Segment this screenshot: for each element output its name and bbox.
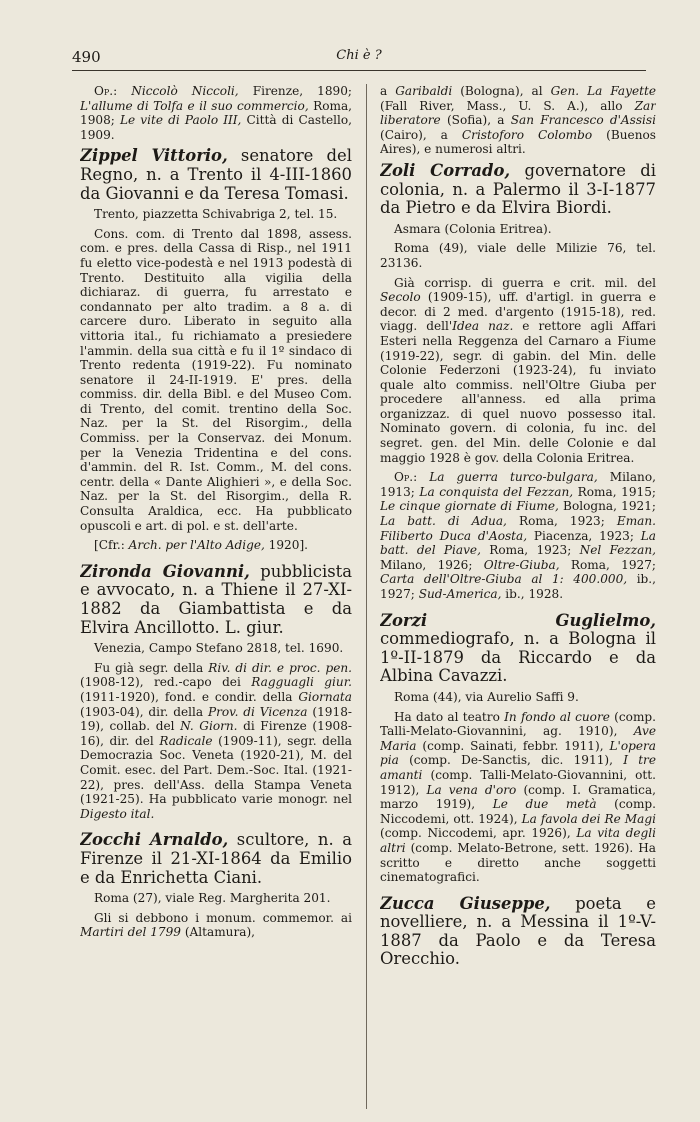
entry-address: Roma (44), via Aurelio Saffi 9. [394,689,579,704]
entry-zorzi [380,612,656,885]
entry-address: Venezia, Campo Stefano 2818, tel. 1690. [94,641,344,656]
entry-works: Op.: La guerra turco-bulgara, Milano, 1913; La conquista del Fezzan, Roma, 1915; Le cinque giornate di Fiume, Bologna, 1921; La batt. di Adua, Roma, 1923; Eman. Filiberto Duca d'Aosta, Piacenza, 1923; La batt. del Piave, Roma, 1923; Nel Fezzan, Milano, 1926; Oltre-Giuba, Roma, 1927; Carta dell'Oltre-Giuba al 1: 400.000, ib., 1927; Sud-America, ib., 1928. [380,470,656,601]
entry-zippel [80,147,352,552]
entry-name: Zucca Giuseppe, [380,893,551,913]
entry-desc: poeta e novelliere, n. a Messina il 1º-V-1887 da Paolo e da Teresa Orecchio. [380,893,656,969]
entry-name: Zoli Corrado, [380,160,511,180]
entry-name: Zippel Vittorio, [80,146,228,166]
column-divider [366,84,367,1109]
entry-paragraph: Cons. com. di Trento dal 1898, assess. com. e pres. della Cassa di Risp., nel 1911 fu eletto vice-podestà e nel 1913 podestà di Trento. Destituito alla vigilia della dichiaraz. di guerra, fu arrestato e condannato per alto tradim. a 8 a. di carcere duro. Liberato in seguito alla vittoria ital., fu richiamato a presiedere l'ammin. della sua città e fu il 1º sindaco di Trento redenta (1919-22). Fu nominato senatore il 24-II-1919. E' pres. della commiss. dir. della Bibl. e del Museo Com. di Trento, del comit. trentino della Soc. Naz. per la St. del Risorgim., della Commiss. per la Conservaz. dei Monum. per la Venezia Tridentina e del cons. d'ammin. del R. Ist. Comm., M. del cons. centr. della « Dante Alighieri », e della Soc. Naz. per la St. del Risorgim., della R. Consulta Araldica, ecc. Ha pubblicato opuscoli e art. di pol. e st. dell'arte. [80,226,352,533]
page-number: 490 [72,48,101,66]
entry-headline [80,831,352,887]
entry-headline [380,895,656,969]
entry-name: Zorzi Guglielmo, [380,610,656,630]
entry-paragraph: Gli si debbono i monum. commemor. ai Martiri del 1799 (Altamura), [80,910,352,940]
entry-desc: scultore, n. a Firenze il 21-XI-1864 da Emilio e da Enrichetta Ciani. [80,830,352,887]
left-column [80,84,352,1114]
entry-name: Zironda Giovanni, [80,561,250,581]
entry-address: Trento, piazzetta Schivabriga 2, tel. 15. [94,207,338,222]
entry-headline [380,612,656,686]
entry-paragraph: Ha dato al teatro In fondo al cuore (comp. Talli-Melato-Giovannini, ag. 1910), Ave Maria (comp. Sainati, febbr. 1911), L'opera pia (comp. De-Sanctis, dic. 1911), I tre amanti (comp. Talli-Melato-Giovannini, ott. 1912), La vena d'oro (comp. I. Gramatica, marzo 1919), Le due metà (comp. Niccodemi, ott. 1924), La favola dei Re Magi (comp. Niccodemi, apr. 1926), La vita degli altri (comp. Melato-Betrone, sett. 1926). Ha scritto e diretto anche soggetti cinematografici. [380,709,656,885]
entry-reference: [Cfr.: Arch. per l'Alto Adige, 1920]. [94,538,309,553]
entry-paragraph: Già corrisp. di guerra e crit. mil. del Secolo (1909-15), uff. d'artigl. in guerra e decor. di 2 med. d'argento (1915-18), red. viagg. dell'Idea naz. e rettore agli Affari Esteri nella Reggenza del Carnaro a Fiume (1919-22), segr. di gabin. del Min. delle Colonie Federzoni (1923-24), fu inviato quale alto commiss. nell'Oltre Giuba per procedere all'anness. ed alla prima organizzaz. di quel nuovo possesso ital. Nominato govern. di colonia, fu inc. del segret. gen. del Min. delle Colonie e dal maggio 1928 è gov. della Colonia Eritrea. [380,275,656,465]
entry-name: Zocchi Arnaldo, [80,830,229,850]
running-title: Chi è ? [336,48,382,63]
entry-address: Roma (27), viale Reg. Margherita 201. [94,891,331,906]
page-header [72,44,646,71]
entry-paragraph: Fu già segr. della Riv. di dir. e proc. pen. (1908-12), red.-capo dei Ragguagli giur. (1911-1920), fond. e condir. della Giornata (1903-04), dir. della Prov. di Vicenza (1918-19), collab. del N. Giorn. di Firenze (1908-16), dir. del Radicale (1909-11), segr. della Democrazia Soc. Veneta (1920-21), M. del Comit. esec. del Part. Dem.-Soc. Ital. (1921-22), pres. dell'Ass. della Stampa Veneta (1921-25). Ha pubblicato varie monogr. nel Digesto ital. [80,660,352,821]
continuation-body: Niccolò Niccoli, Firenze, 1890; L'allume di Tolfa e il suo commercio, Roma, 1908; Le vite di Paolo III, Città di Castello, 1909. [80,84,352,142]
entry-desc: commediografo, n. a Bologna il 1º-II-1879 da Riccardo e da Albina Cavazzi. [380,629,656,686]
entry-desc: pubblicista e avvocato, n. a Thiene il 27-XI-1882 da Giambattista e da Elvira Ancillotto. L. giur. [80,561,352,637]
continuation-text [80,84,352,142]
entry-desc: governatore di colonia, n. a Palermo il 3-I-1877 da Pietro e da Elvira Biordi. [380,160,656,218]
entry-headline [380,162,656,218]
entry-zironda [80,563,352,822]
entry-headline [80,563,352,637]
op-label: Op.: [94,84,118,98]
entry-address: Asmara (Colonia Eritrea). [394,221,552,236]
entry-address-secondary: Roma (49), viale delle Milizie 76, tel. 23136. [380,241,656,270]
continuation-text: a Garibaldi (Bologna), al Gen. La Fayette (Fall River, Mass., U. S. A.), allo Zar liberatore (Sofia), a San Francesco d'Assisi (Cairo), a Cristoforo Colombo (Buenos Aires), e numerosi altri. [380,84,656,157]
entry-headline [80,147,352,203]
entry-desc: senatore del Regno, n. a Trento il 4-III-1860 da Giovanni e da Teresa Tomasi. [80,146,352,203]
entry-zocchi [80,831,352,940]
entry-zoli [380,162,656,602]
entry-zucca [380,895,656,969]
right-column [380,84,656,1114]
